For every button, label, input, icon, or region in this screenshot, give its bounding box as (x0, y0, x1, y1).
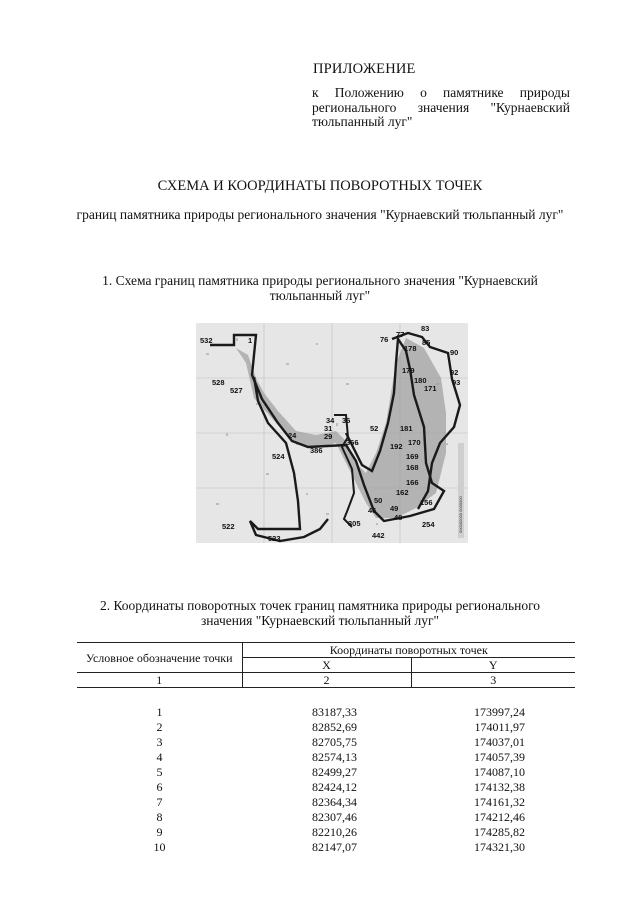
map-label: 90 (450, 348, 459, 357)
map-label: 85 (422, 338, 431, 347)
map-label: 181 (400, 424, 413, 433)
point-cell: 7 (156, 794, 163, 809)
map-label: 366 (346, 438, 359, 447)
boundary-scheme-map (196, 323, 468, 543)
y-cell: 174011,97 (474, 719, 525, 734)
y-cell: 174057,39 (474, 749, 525, 764)
map-label: 386 (310, 446, 323, 455)
map-label: 522 (222, 522, 235, 531)
table-row (77, 839, 575, 854)
map-label: 31 (324, 424, 333, 433)
column-number: 3 (411, 673, 575, 688)
table-row (77, 734, 575, 749)
x-cell: 82574,13 (312, 749, 357, 764)
column-number: 1 (77, 673, 242, 688)
y-cell: 174132,38 (474, 779, 525, 794)
map-label: 171 (424, 384, 437, 393)
map-side-caption: 000000000 0000000 (458, 496, 463, 533)
point-cell: 4 (156, 749, 163, 764)
map-label: 36 (342, 416, 351, 425)
table-row (77, 764, 575, 779)
map-label: 156 (420, 498, 433, 507)
appendix-reference: к Положению о памятнике природы регионального значения "Курнаевский тюльпанный луг" (312, 85, 570, 129)
y-cell: 173997,24 (474, 704, 525, 719)
column-number: 2 (242, 673, 411, 688)
map-label: 1 (248, 336, 253, 345)
map-label: 180 (414, 376, 427, 385)
map-label: 24 (288, 431, 297, 440)
header-coordinates: Координаты поворотных точек (242, 643, 575, 658)
map-label: 77 (396, 330, 405, 339)
y-cell: 174212,46 (474, 809, 525, 824)
table-row (77, 809, 575, 824)
point-cell: 2 (156, 719, 163, 734)
map-label: 50 (374, 496, 383, 505)
x-cell: 82499,27 (312, 764, 357, 779)
point-cell: 3 (156, 734, 163, 749)
map-label: 528 (212, 378, 225, 387)
table-row (77, 779, 575, 794)
map-label: 527 (230, 386, 243, 395)
map-label: 46 (368, 506, 377, 515)
point-cell: 1 (156, 704, 163, 719)
x-cell: 82424,12 (312, 779, 357, 794)
table-row (77, 719, 575, 734)
y-cell: 174161,32 (474, 794, 525, 809)
map-label: 305 (348, 519, 361, 528)
document-title: СХЕМА И КООРДИНАТЫ ПОВОРОТНЫХ ТОЧЕК (157, 178, 483, 194)
map-label: 524 (272, 452, 285, 461)
map-label: 34 (326, 416, 335, 425)
header-x: X (242, 658, 411, 673)
map-label: 442 (372, 531, 385, 540)
table-row (77, 824, 575, 839)
header-point: Условное обозначение точки (77, 643, 242, 673)
point-cell: 8 (156, 809, 163, 824)
coordinates-table (77, 642, 575, 854)
map-label: 192 (390, 442, 403, 451)
table-row (77, 749, 575, 764)
map-label: 49 (390, 504, 399, 513)
map-label: 178 (404, 344, 417, 353)
x-cell: 82210,26 (312, 824, 357, 839)
table-row (77, 704, 575, 719)
map-label: 523 (268, 534, 281, 543)
map-label: 532 (200, 336, 213, 345)
map-label: 52 (370, 424, 379, 433)
map-label: 170 (408, 438, 421, 447)
table-row (77, 794, 575, 809)
point-cell: 10 (153, 839, 166, 854)
map-label: 29 (324, 432, 333, 441)
map-label: 168 (406, 463, 419, 472)
y-cell: 174285,82 (474, 824, 525, 839)
map-label: 169 (406, 452, 419, 461)
point-cell: 5 (156, 764, 163, 779)
x-cell: 82364,34 (312, 794, 357, 809)
map-label: 76 (380, 335, 389, 344)
map-label: 162 (396, 488, 409, 497)
header-y: Y (411, 658, 575, 673)
x-cell: 82307,46 (312, 809, 357, 824)
map-label: 93 (452, 378, 461, 387)
section-1-heading: 1. Схема границ памятника природы регионального значения "Курнаевский тюльпанный луг" (102, 273, 538, 303)
y-cell: 174037,01 (474, 734, 525, 749)
map-label: 254 (422, 520, 435, 529)
point-cell: 6 (156, 779, 163, 794)
map-label: 166 (406, 478, 419, 487)
x-cell: 82852,69 (312, 719, 357, 734)
x-cell: 83187,33 (312, 704, 357, 719)
map-label: 92 (450, 368, 459, 377)
x-cell: 82705,75 (312, 734, 357, 749)
map-label: 179 (402, 366, 415, 375)
section-2-heading: 2. Координаты поворотных точек границ памятника природы регионального значения "Курнаевский тюльпанный луг" (99, 598, 541, 628)
map-label: 83 (421, 324, 430, 333)
y-cell: 174321,30 (474, 839, 525, 854)
document-subtitle: границ памятника природы регионального значения "Курнаевский тюльпанный луг" (76, 207, 564, 222)
y-cell: 174087,10 (474, 764, 525, 779)
point-cell: 9 (156, 824, 163, 839)
appendix-title: ПРИЛОЖЕНИЕ (313, 61, 416, 77)
map-label: 48 (394, 513, 403, 522)
x-cell: 82147,07 (312, 839, 357, 854)
table-body (77, 704, 575, 854)
